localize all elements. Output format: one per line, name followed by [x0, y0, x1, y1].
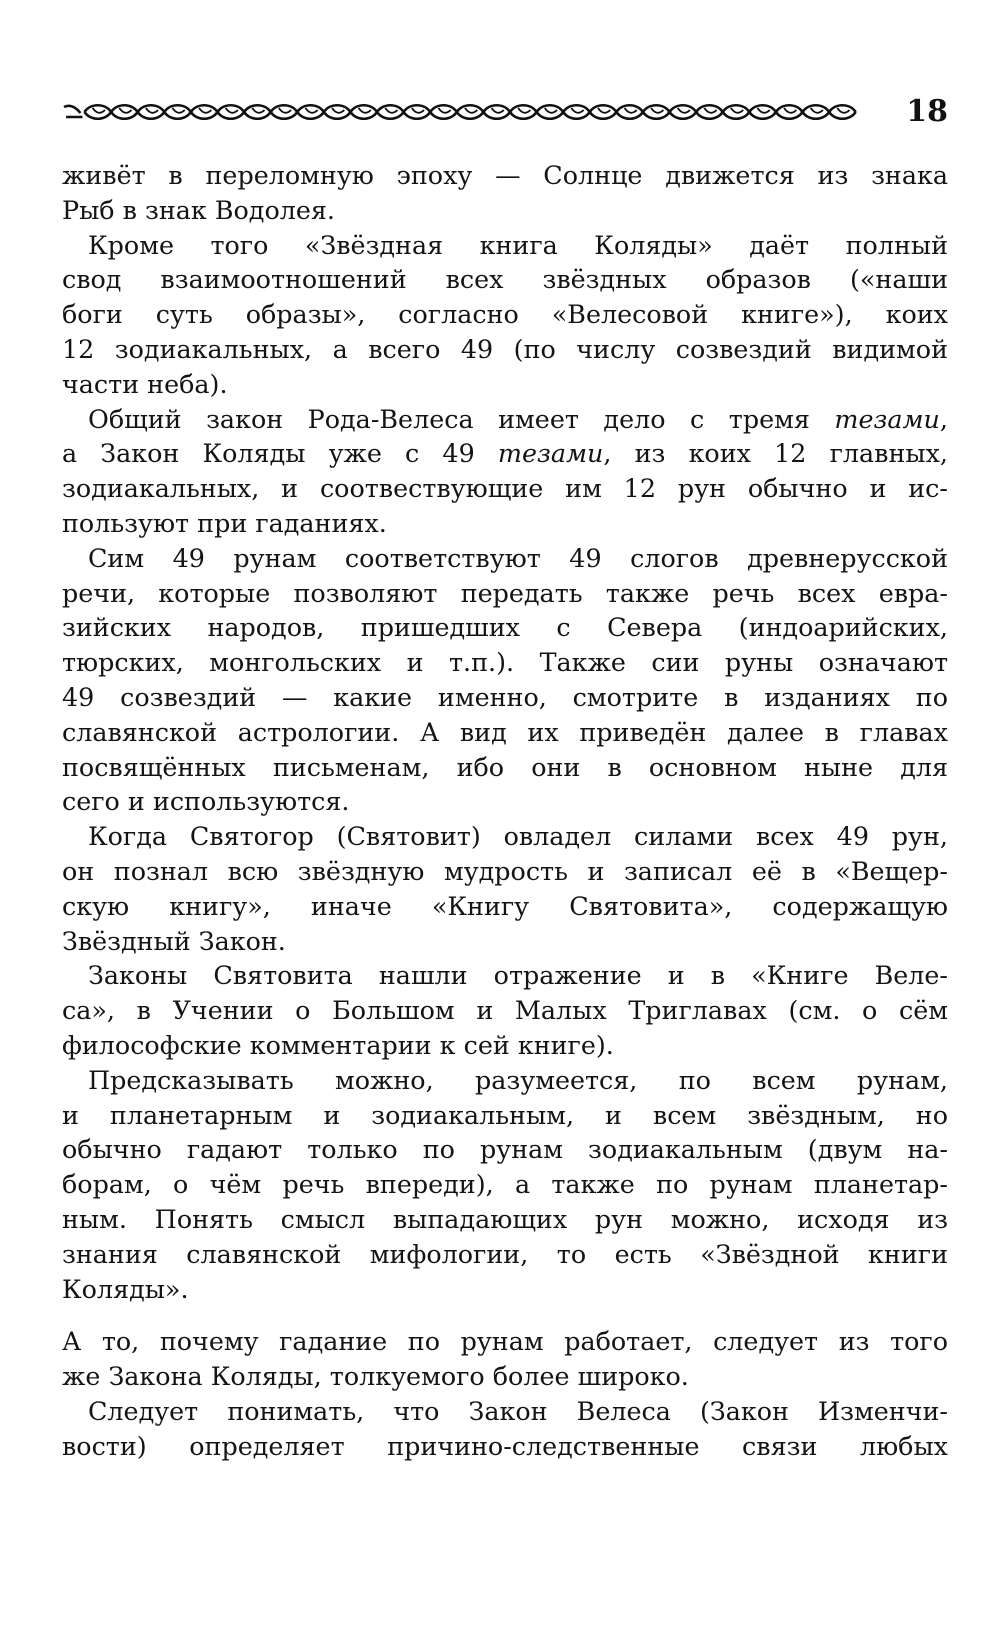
paragraph-8 [62, 1324, 948, 1394]
text-line: пользуют при гаданиях. [62, 507, 387, 538]
paragraph-9 [62, 1394, 948, 1464]
italic-term: тезами [497, 438, 604, 469]
text-line: речи, которые позволяют передать также речь всех евра- [62, 577, 948, 608]
text-line: 49 созвездий — какие именно, смотрите в изданиях по [62, 681, 948, 712]
paragraph-7 [62, 1063, 948, 1307]
text-line [62, 402, 948, 437]
text-line: сего и используются. [62, 786, 350, 817]
text-line [62, 436, 948, 471]
paragraph-1 [62, 158, 948, 228]
text-line: боги суть образы», согласно «Велесовой книге»), коих [62, 299, 948, 330]
text-line: А то, почему гадание по рунам работает, следует из того [62, 1326, 948, 1357]
text-line: он познал всю звёздную мудрость и записал её в «Вещер- [62, 855, 948, 886]
text-line: скую книгу», иначе «Книгу Святовита», содержащую [62, 890, 948, 921]
text-line: же Закона Коляды, толкуемого более широко. [62, 1361, 689, 1392]
text-line: Предсказывать можно, разумеется, по всем рунам, [88, 1064, 948, 1095]
text-line: и планетарным и зодиакальным, и всем звёздным, но [62, 1099, 948, 1130]
text-line: обычно гадают только по рунам зодиакальным (двум на- [62, 1134, 948, 1165]
paragraph-2 [62, 228, 948, 402]
text-segment: , [939, 403, 948, 434]
paragraph-5 [62, 819, 948, 958]
text-line: ным. Понять смысл выпадающих рун можно, исходя из [62, 1203, 948, 1234]
text-line: зийских народов, пришедших с Севера (индоарийских, [62, 612, 948, 643]
text-line: зодиакальных, и соотвествующие им 12 рун обычно и ис- [62, 473, 948, 504]
text-segment: а Закон Коляды уже с 49 [62, 438, 498, 469]
page-number: 18 [906, 94, 948, 129]
text-line: живёт в переломную эпоху — Солнце движется из знака [62, 160, 948, 190]
text-line: посвящённых письменам, ибо они в основном ныне для [62, 751, 948, 782]
italic-term: тезами [834, 403, 940, 434]
text-line: 12 зодиакальных, а всего 49 (по числу созвездий видимой [62, 333, 948, 364]
text-line: части неба). [62, 368, 228, 399]
text-line: Законы Святовита нашли отражение и в «Книге Веле- [88, 960, 948, 991]
text-line: свод взаимоотношений всех звёздных образов («наши [62, 264, 948, 295]
text-line: борам, о чём речь впереди), а также по рунам планетар- [62, 1169, 948, 1200]
text-segment: , из коих 12 главных, [603, 438, 948, 469]
text-line: вости) определяет причино-следственные связи любых [62, 1430, 948, 1461]
text-line: тюрских, монгольских и т.п.). Также сии руны означают [62, 647, 948, 678]
paragraph-4 [62, 541, 948, 819]
text-line: Рыб в знак Водолея. [62, 194, 335, 225]
text-line: Следует понимать, что Закон Велеса (Закон Изменчи- [88, 1395, 948, 1426]
text-line: Звёздный Закон. [62, 925, 286, 956]
text-line: Когда Святогор (Святовит) овладел силами всех 49 рун, [88, 821, 948, 852]
text-line: Коляды». [62, 1273, 189, 1304]
text-line: Сим 49 рунам соответствуют 49 слогов древнерусской [88, 542, 948, 573]
running-head [62, 92, 948, 132]
text-line: славянской астрологии. А вид их приведён далее в главах [62, 716, 948, 747]
text-line: знания славянской мифологии, то есть «Звёздной книги [62, 1238, 948, 1269]
text-line: философские комментарии к сей книге). [62, 1029, 614, 1060]
text-line: са», в Учении о Большом и Малых Триглавах (см. о сём [62, 995, 948, 1026]
paragraph-6 [62, 958, 948, 1062]
paragraph-3 [62, 402, 948, 541]
text-segment: Общий закон Рода-Велеса имеет дело с тремя [88, 403, 835, 434]
braided-ornament-rule [62, 101, 880, 123]
body-text [62, 158, 948, 1463]
text-line: Кроме того «Звёздная книга Коляды» даёт полный [88, 229, 948, 260]
